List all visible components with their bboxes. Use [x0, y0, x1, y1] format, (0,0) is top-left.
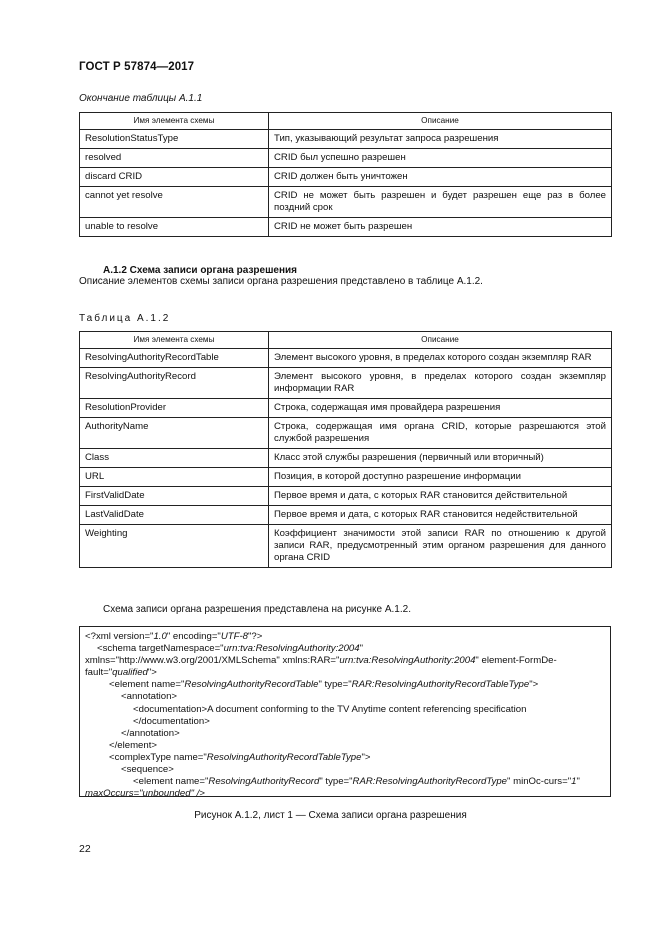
table-row	[80, 525, 612, 568]
cell-name: ResolutionProvider	[80, 399, 269, 418]
cell-name: URL	[80, 468, 269, 487]
table-row	[80, 368, 612, 399]
cell-name: cannot yet resolve	[80, 187, 269, 218]
table-a11-caption: Окончание таблицы А.1.1	[79, 93, 203, 104]
cell-description: Элемент высокого уровня, в пределах которого создан экземпляр RAR	[269, 349, 612, 368]
cell-description: Первое время и дата, с которых RAR становится недействительной	[269, 506, 612, 525]
figure-intro: Схема записи органа разрешения представлена на рисунке А.1.2.	[103, 604, 411, 615]
code-line: <documentation>A document conforming to the TV Anytime content referencing specification	[133, 703, 527, 715]
cell-description: CRID должен быть уничтожен	[269, 168, 612, 187]
code-line: <complexType name="ResolvingAuthorityRecordTableType">	[109, 751, 371, 763]
cell-name: ResolutionStatusType	[80, 130, 269, 149]
column-header-name: Имя элемента схемы	[80, 113, 269, 130]
table-row	[80, 506, 612, 525]
column-header-description: Описание	[269, 332, 612, 349]
cell-description: Позиция, в которой доступно разрешение информации	[269, 468, 612, 487]
table-row	[80, 218, 612, 237]
cell-name: resolved	[80, 149, 269, 168]
cell-name: Weighting	[80, 525, 269, 568]
cell-description: Первое время и дата, с которых RAR становится действительной	[269, 487, 612, 506]
cell-name: Class	[80, 449, 269, 468]
table-a11	[79, 112, 612, 237]
code-line: <schema targetNamespace="urn:tva:ResolvingAuthority:2004"	[97, 643, 363, 655]
section-intro: Описание элементов схемы записи органа разрешения представлено в таблице А.1.2.	[79, 276, 483, 287]
page-number: 22	[79, 843, 91, 855]
document-code: ГОСТ Р 57874—2017	[79, 61, 195, 73]
section-heading: А.1.2 Схема записи органа разрешения	[103, 265, 297, 276]
cell-name: ResolvingAuthorityRecord	[80, 368, 269, 399]
code-line: <?xml version="1.0" encoding="UTF-8"?>	[85, 631, 263, 642]
code-line: </element>	[109, 739, 158, 751]
table-row	[80, 468, 612, 487]
code-line: <annotation>	[121, 691, 178, 703]
code-line: </annotation>	[121, 727, 180, 739]
table-row	[80, 149, 612, 168]
cell-description: Элемент высокого уровня, в пределах которого создан экземпляр информации RAR	[269, 368, 612, 399]
table-row	[80, 130, 612, 149]
figure-caption: Рисунок А.1.2, лист 1 — Схема записи органа разрешения	[194, 810, 467, 821]
xml-code-block	[79, 626, 611, 800]
code-line: <sequence>	[121, 764, 174, 776]
table-a12-caption: Таблица А.1.2	[79, 313, 171, 324]
cell-description: Коэффициент значимости этой записи RAR по отношению к другой записи RAR, предусмотренный этим органом разрешения для данного органа CRID	[269, 525, 612, 568]
cell-description: Класс этой службы разрешения (первичный или вторичный)	[269, 449, 612, 468]
cell-description: CRID был успешно разрешен	[269, 149, 612, 168]
cell-description: Тип, указывающий результат запроса разрешения	[269, 130, 612, 149]
cell-description: Строка, содержащая имя органа CRID, которые разрешаются этой службой разрешения	[269, 418, 612, 449]
table-row	[80, 168, 612, 187]
cell-name: unable to resolve	[80, 218, 269, 237]
cell-name: FirstValidDate	[80, 487, 269, 506]
column-header-description: Описание	[269, 113, 612, 130]
cell-name: LastValidDate	[80, 506, 269, 525]
cell-name: ResolvingAuthorityRecordTable	[80, 349, 269, 368]
code-line: </documentation>	[133, 715, 210, 727]
cell-description: CRID не может быть разрешен	[269, 218, 612, 237]
table-header-row	[80, 332, 612, 349]
table-header-row	[80, 113, 612, 130]
table-row	[80, 187, 612, 218]
code-line: <element name="ResolvingAuthorityRecordTable" type="RAR:ResolvingAuthorityRecordTableType">	[109, 679, 539, 691]
table-row	[80, 349, 612, 368]
column-header-name: Имя элемента схемы	[80, 332, 269, 349]
table-row	[80, 399, 612, 418]
table-row	[80, 449, 612, 468]
cell-description: CRID не может быть разрешен и будет разрешен еще раз в более поздний срок	[269, 187, 612, 218]
code-line: xmlns="http://www.w3.org/2001/XMLSchema" xmlns:RAR="urn:tva:ResolvingAuthority:2004" element-FormDe-	[85, 655, 557, 667]
code-line: <element name="ResolvingAuthorityRecord" type="RAR:ResolvingAuthorityRecordType" minOc-curs="1"	[133, 776, 580, 788]
table-row	[80, 418, 612, 449]
cell-name: discard CRID	[80, 168, 269, 187]
table-row	[80, 487, 612, 506]
cell-name: AuthorityName	[80, 418, 269, 449]
table-a12	[79, 331, 612, 568]
cell-description: Строка, содержащая имя провайдера разрешения	[269, 399, 612, 418]
code-line: fault="qualified">	[85, 667, 157, 679]
code-line: maxOccurs="unbounded" />	[85, 788, 205, 800]
